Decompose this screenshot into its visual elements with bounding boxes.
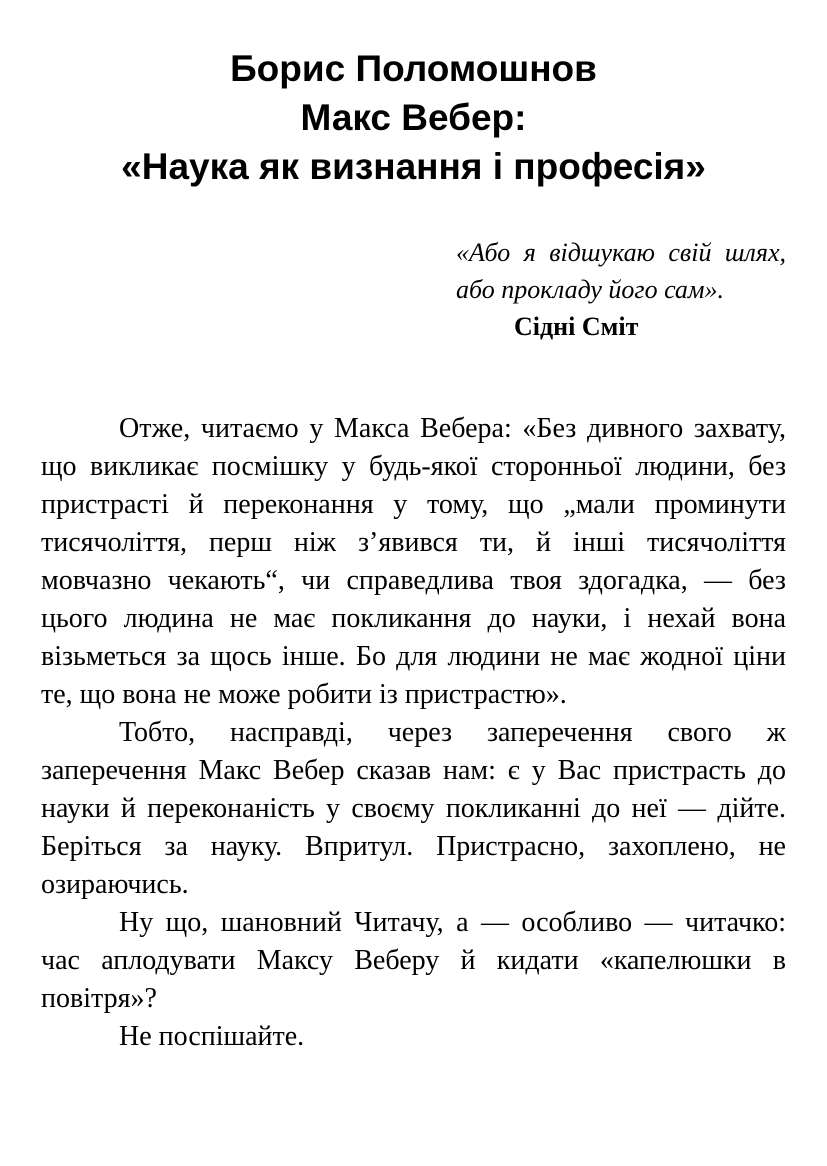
epigraph-quote: «Або я відшукаю свій шлях, або прокладу його сам». <box>456 238 786 304</box>
title-subject: Макс Вебер: <box>300 97 527 138</box>
paragraph: Отже, читаємо у Макса Вебера: «Без дивного захвату, що викликає посмішку у будь-якої сторонньої людини, без пристрасті й переконання у тому, що „мали проминути тисячоліття, перш ніж з’явився ти, й інші тисячоліття мовчазно чекають“, чи справедлива твоя здогадка, — без цього людина не має покликання до науки, і нехай вона візьметься за щось інше. Бо для людини не має жодної ціни те, що вона не може робити із пристрастю». <box>41 413 786 710</box>
article-body <box>41 410 786 1056</box>
paragraph: Ну що, шановний Читачу, а — особливо — читачко: час аплодувати Максу Веберу й кидати «капелюшки в повітря»? <box>41 907 786 1014</box>
epigraph-author: Сідні Сміт <box>514 312 639 341</box>
document-title <box>20 44 807 191</box>
epigraph <box>456 234 786 345</box>
paragraph: Не поспішайте. <box>119 1021 305 1052</box>
title-author: Борис Поломошнов <box>230 48 597 89</box>
paragraph: Тобто, насправді, через заперечення свого ж заперечення Макс Вебер сказав нам: є у Вас пристрасть до науки й переконаність у своєму покликанні до неї — дійте. Беріться за науку. Впритул. Пристрасно, захоплено, не озираючись. <box>41 717 786 900</box>
title-work: «Наука як визнання і професія» <box>121 146 706 187</box>
